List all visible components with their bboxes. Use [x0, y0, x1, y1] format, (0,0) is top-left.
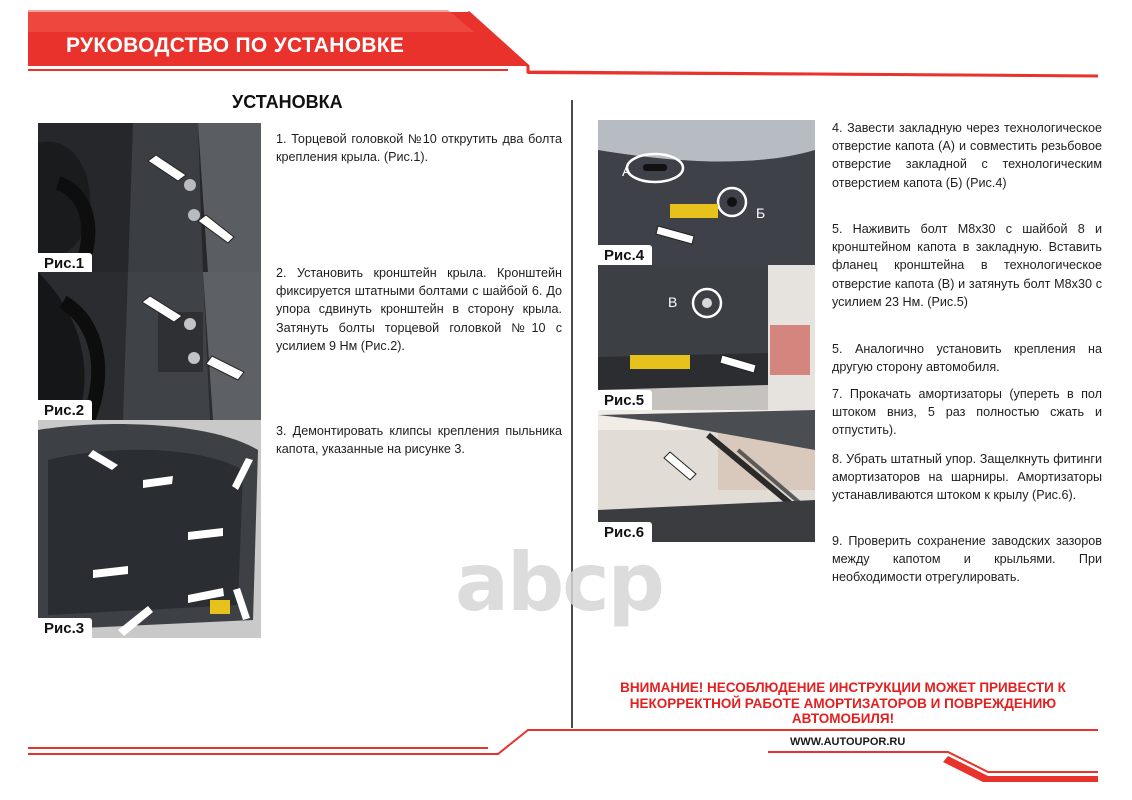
figure-5-caption: Рис.5: [598, 390, 652, 410]
warning-text: ВНИМАНИЕ! НЕСОБЛЮДЕНИЕ ИНСТРУКЦИИ МОЖЕТ ПРИВЕСТИ К НЕКОРРЕКТНОЙ РАБОТЕ АМОРТИЗАТОРОВ И ПОВРЕЖДЕНИЮ АВТОМОБИЛЯ!: [620, 680, 1066, 726]
step-2-text: 2. Установить кронштейн крыла. Кронштейн фиксируется штатными болтами с шайбой 6. До упора сдвинуть кронштейн в сторону крыла. Затянуть болты торцевой головкой №10 с усилием 9 Нм (Рис.2).: [276, 266, 562, 353]
footer-url[interactable]: WWW.AUTOUPOR.RU: [790, 736, 906, 748]
step-1-text: 1. Торцевой головкой №10 открутить два болта крепления крыла. (Рис.1).: [276, 132, 562, 165]
figure-5-photo: [598, 265, 815, 410]
column-divider: [571, 100, 573, 728]
step-7-text: 7. Прокачать амортизаторы (упереть в пол штоком вниз, 5 раз полностью сжать и отпустить).: [832, 387, 1102, 438]
figure-2-photo: [38, 272, 261, 420]
step-3-text: 3. Демонтировать клипсы крепления пыльника капота, указанные на рисунке 3.: [276, 424, 562, 457]
figure-5-mark-v: В: [668, 294, 678, 310]
footer-banner: [28, 726, 1098, 786]
figure-1-caption: Рис.1: [38, 253, 92, 273]
figure-4-mark-b: Б: [756, 205, 766, 221]
figure-3-photo: [38, 420, 261, 638]
step-5b-text: 5. Аналогично установить крепления на другую сторону автомобиля.: [832, 342, 1102, 375]
figure-1-photo: [38, 123, 261, 273]
step-8-text: 8. Убрать штатный упор. Защелкнуть фитинги амортизаторов на шарниры. Амортизаторы устанавливаются штоком к крылу (Рис.6).: [832, 452, 1102, 503]
figure-3-caption: Рис.3: [38, 618, 92, 638]
step-5-text: 5. Наживить болт М8х30 с шайбой 8 и кронштейном капота в закладную. Вставить фланец кронштейна в технологическое отверстие капота (В) и затянуть болт М8х30 с усилием 23 Нм. (Рис.5): [832, 222, 1102, 309]
header-banner: [28, 10, 1098, 85]
figure-2-caption: Рис.2: [38, 400, 92, 420]
figure-6-caption: Рис.6: [598, 522, 652, 542]
watermark-logo: abcp: [455, 536, 663, 629]
page-title: РУКОВОДСТВО ПО УСТАНОВКЕ: [66, 34, 405, 57]
figure-4-photo: [598, 120, 815, 265]
section-title: УСТАНОВКА: [232, 92, 343, 112]
figure-4-mark-a: А: [622, 163, 632, 179]
figure-4-caption: Рис.4: [598, 245, 652, 265]
step-9-text: 9. Проверить сохранение заводских зазоров между капотом и крыльями. При необходимости отрегулировать.: [832, 534, 1102, 585]
step-4-text: 4. Завести закладную через технологическое отверстие капота (А) и совместить резьбовое отверстие закладной с технологическим отверстием капота (Б) (Рис.4): [832, 121, 1102, 190]
figure-6-photo: [598, 410, 815, 542]
